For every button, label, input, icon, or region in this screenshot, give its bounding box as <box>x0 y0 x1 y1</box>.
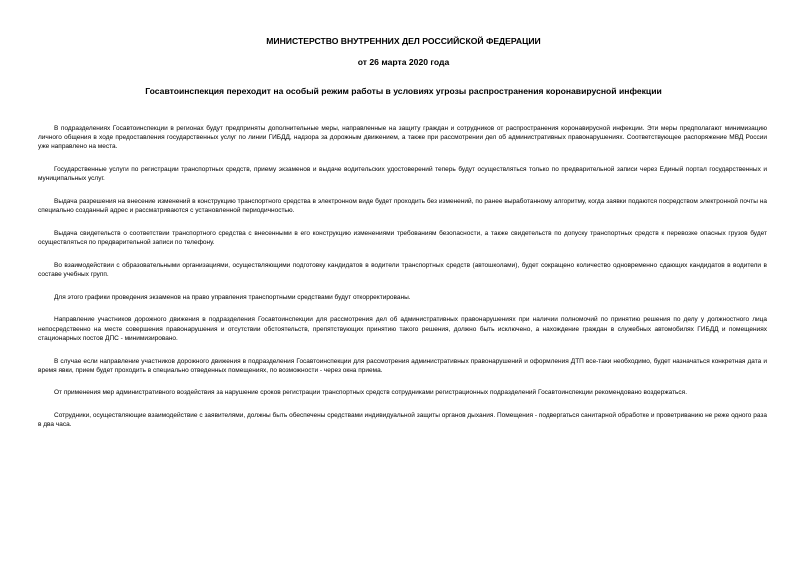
document-date: от 26 марта 2020 года <box>357 57 450 67</box>
paragraph: Во взаимодействии с образовательными организациями, осуществляющими подготовку кандидатов в водители транспортных средств (автошколами), будет сокращено количество одновременно сдающих кандидатов в водители в составе учебных групп. <box>38 261 767 279</box>
paragraph: Выдача свидетельств о соответствии транспортного средства с внесенными в его конструкцию изменениями требованиям безопасности, а также свидетельств по допуску транспортных средств к перевозке опасных грузов будет осуществляться по предварительной записи по телефону. <box>38 229 767 247</box>
paragraph: В случае если направление участников дорожного движения в подразделения Госавтоинспекции для рассмотрения административных правонарушений и оформления ДТП все-таки необходимо, будет назначаться конкретная дата и время явки, прием будет проходить в специально отведенных помещениях, по возможности - через окна приема. <box>38 357 767 374</box>
paragraph: Сотрудники, осуществляющие взаимодействие с заявителями, должны быть обеспечены средствами индивидуальной защиты органов дыхания. Помещения - подвергаться санитарной обработке и проветриванию не реже одного раза в два часа. <box>38 412 767 429</box>
document-title: Госавтоинспекция переходит на особый режим работы в условиях угрозы распространения коронавирусной инфекции <box>145 86 662 96</box>
paragraph: Направление участников дорожного движения в подразделения Госавтоинспекции для рассмотрения дел об административных правонарушениях при наличии полномочий по принятию решения по делу у должностного лица непосредственно на месте совершения правонарушения и отсутствии обстоятельств, препятствующих принятию такого решения, должно быть исключено, а нахождение граждан в служебных автомобилях ГИБДД и помещениях стационарных постов ДПС - минимизировано. <box>38 316 767 342</box>
paragraph: От применения мер административного воздействия за нарушение сроков регистрации транспортных средств сотрудниками регистрационных подразделений Госавтоинспекции рекомендовано воздержаться. <box>54 389 688 397</box>
paragraph: Для этого графики проведения экзаменов на право управления транспортными средствами будут откорректированы. <box>54 293 411 301</box>
ministry-heading: МИНИСТЕРСТВО ВНУТРЕННИХ ДЕЛ РОССИЙСКОЙ ФЕДЕРАЦИИ <box>266 36 541 46</box>
paragraph: Государственные услуги по регистрации транспортных средств, приему экзаменов и выдаче водительских удостоверений теперь будут осуществляться только по предварительной записи через Единый портал государственных и муниципальных услуг. <box>38 166 767 183</box>
paragraph: В подразделениях Госавтоинспекции в регионах будут предприняты дополнительные меры, направленные на защиту граждан и сотрудников от распространения коронавирусной инфекции. Эти меры предполагают минимизацию личного общения в ходе предоставления государственных услуг по линии ГИБДД, надзора за дорожным движением, а также при рассмотрении дел об административных правонарушениях. Соответствующее распоряжение МВД России уже направлено на места. <box>38 125 767 151</box>
paragraph: Выдача разрешения на внесение изменений в конструкцию транспортного средства в электронном виде будет проходить без изменений, по ранее выработанному алгоритму, когда заявки подаются посредством электронной почты на специально созданный адрес и рассматриваются с установленной периодичностью. <box>38 198 767 215</box>
document-body <box>38 124 767 443</box>
